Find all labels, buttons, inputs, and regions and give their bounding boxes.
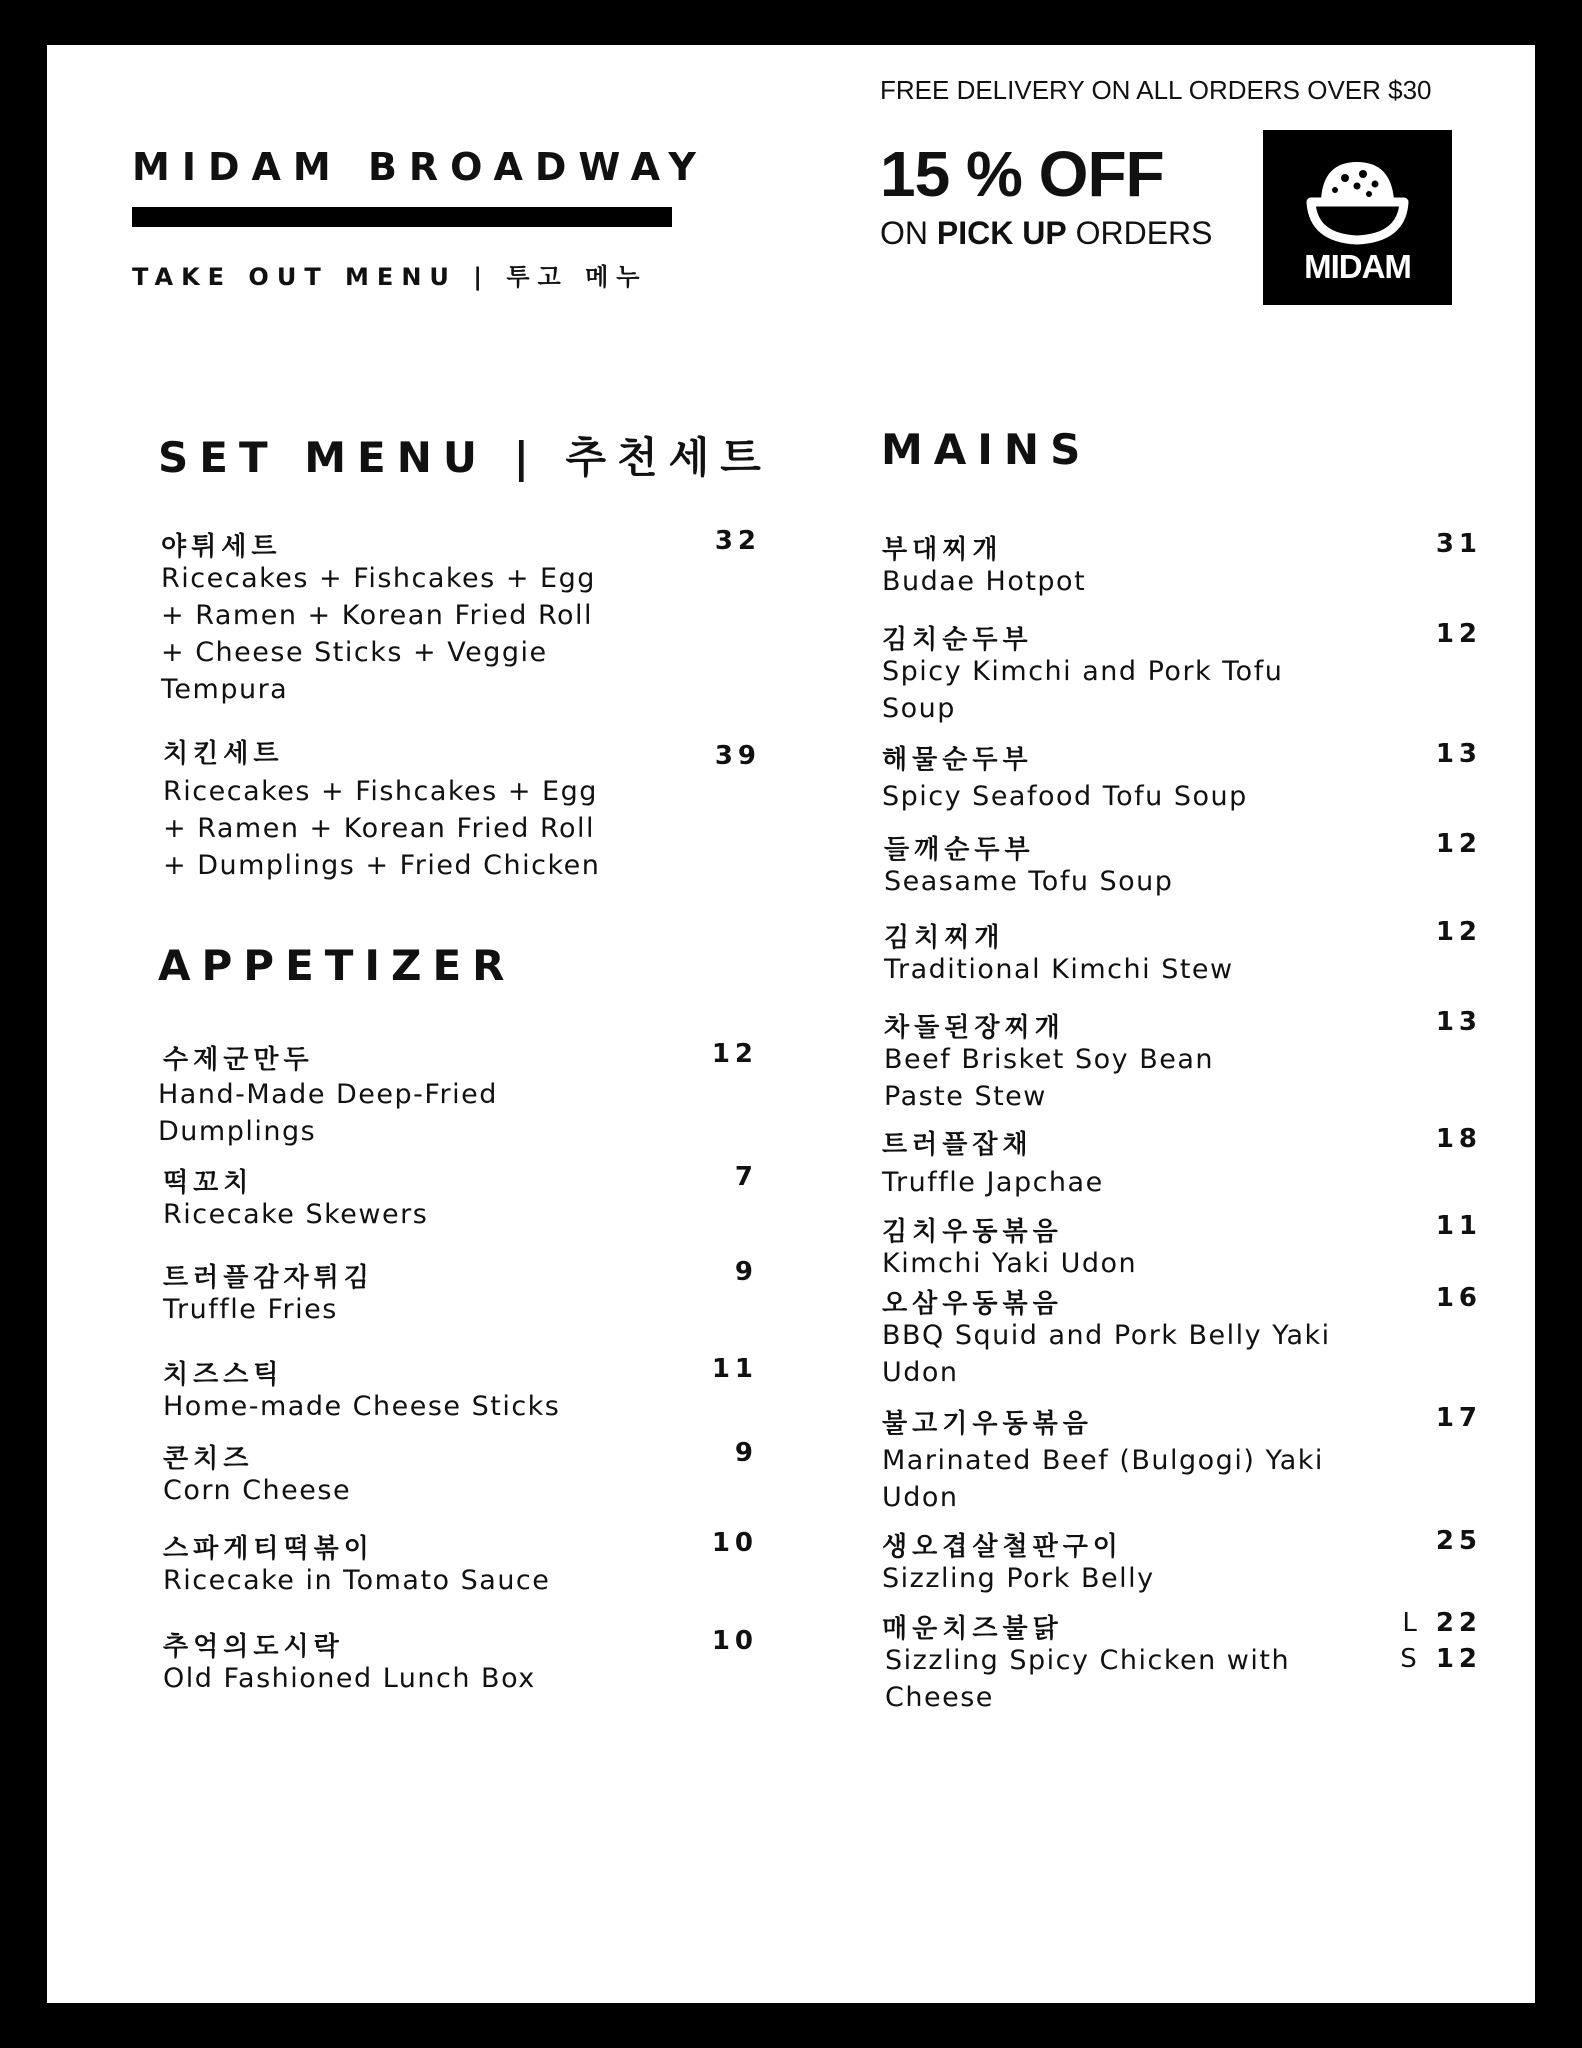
item-price: 10 [711, 1626, 758, 1656]
item-price-large [1402, 1608, 1482, 1638]
item-name-kr: 수제군만두 [163, 1045, 314, 1075]
item-price: 11 [1435, 1211, 1482, 1241]
item-name-en: Ricecake in Tomato Sauce [163, 1565, 551, 1596]
title-underline-bar [132, 207, 672, 227]
item-price: 10 [711, 1528, 758, 1558]
item-price: 9 [734, 1438, 758, 1468]
item-price: 12 [1435, 619, 1482, 649]
delivery-note: FREE DELIVERY ON ALL ORDERS OVER $30 [880, 75, 1432, 105]
discount-headline: 15 % OFF [880, 138, 1164, 210]
price-small: 12 [1435, 1644, 1482, 1674]
item-name-kr: 들깨순두부 [884, 835, 1035, 865]
item-name-en: Corn Cheese [163, 1475, 352, 1506]
item-name-kr: 스파게티떡볶이 [163, 1534, 374, 1564]
item-name-kr: 야튀세트 [161, 532, 282, 562]
item-price: 12 [1435, 917, 1482, 947]
item-name-kr: 차돌된장찌개 [884, 1013, 1065, 1043]
item-name-en: Truffle Fries [163, 1294, 338, 1325]
midam-logo [1263, 130, 1452, 305]
item-name-kr: 불고기우동볶음 [882, 1409, 1093, 1439]
item-name-kr: 추억의도시락 [163, 1632, 344, 1662]
item-price: 7 [734, 1162, 758, 1192]
pickup-note [880, 215, 1212, 252]
item-name-en: Home-made Cheese Sticks [163, 1391, 561, 1422]
item-name-kr: 김치우동볶음 [882, 1217, 1063, 1247]
item-name-en: Ricecakes + Fishcakes + Egg + Ramen + Korean Fried Roll + Dumplings + Fried Chicken [163, 776, 601, 881]
item-name-en: Truffle Japchae [882, 1167, 1104, 1198]
item-name-en: Traditional Kimchi Stew [884, 954, 1234, 985]
item-name-en: Sizzling Pork Belly [882, 1563, 1155, 1594]
item-name-kr: 트러플감자튀김 [163, 1263, 374, 1293]
item-name-kr: 콘치즈 [163, 1444, 254, 1474]
item-name-en: Budae Hotpot [882, 566, 1087, 597]
set-menu-title: SET MENU | 추천세트 [158, 433, 772, 482]
pickup-pre: ON [880, 215, 928, 251]
item-name-kr: 트러플잡채 [882, 1130, 1033, 1160]
item-price: 17 [1435, 1403, 1482, 1433]
item-name-en: Spicy Seafood Tofu Soup [882, 781, 1248, 812]
mains-title: MAINS [881, 425, 1092, 474]
size-label-small: S [1400, 1644, 1422, 1674]
item-name-en: Hand-Made Deep-Fried Dumplings [158, 1079, 498, 1147]
item-name-en: Beef Brisket Soy Bean Paste Stew [884, 1044, 1214, 1112]
item-name-kr: 떡꼬치 [163, 1168, 254, 1198]
item-price: 11 [711, 1354, 758, 1384]
item-name-en: Ricecakes + Fishcakes + Egg + Ramen + Korean Fried Roll + Cheese Sticks + Veggie Tempura [161, 563, 596, 705]
item-name-kr: 김치순두부 [882, 625, 1033, 655]
restaurant-name: MIDAM BROADWAY [132, 145, 708, 189]
item-name-en: Marinated Beef (Bulgogi) Yaki Udon [882, 1445, 1324, 1513]
appetizer-title: APPETIZER [158, 941, 516, 990]
item-price: 32 [714, 526, 761, 556]
item-name-kr: 부대찌개 [882, 535, 1003, 565]
item-price: 12 [1435, 829, 1482, 859]
logo-text: MIDAM [1304, 248, 1411, 285]
item-name-en: Kimchi Yaki Udon [882, 1248, 1138, 1279]
price-large: 22 [1435, 1608, 1482, 1638]
item-name-kr: 오삼우동볶음 [882, 1289, 1063, 1319]
pickup-post: ORDERS [1075, 215, 1213, 251]
item-price: 18 [1435, 1124, 1482, 1154]
menu-subtitle: TAKE OUT MENU | 투고 메누 [132, 263, 648, 291]
item-price: 16 [1435, 1283, 1482, 1313]
item-price: 25 [1435, 1526, 1482, 1556]
item-price: 9 [734, 1257, 758, 1287]
item-name-en: BBQ Squid and Pork Belly Yaki Udon [882, 1320, 1331, 1388]
item-name-kr: 치킨세트 [163, 739, 284, 769]
menu-page [47, 45, 1535, 2003]
item-name-kr: 매운치즈불닭 [882, 1614, 1063, 1644]
item-name-en: Seasame Tofu Soup [884, 866, 1174, 897]
pickup-bold: PICK UP [936, 215, 1067, 251]
item-price: 13 [1435, 1007, 1482, 1037]
item-name-kr: 치즈스틱 [163, 1360, 284, 1390]
item-price-small [1400, 1644, 1482, 1674]
item-price: 31 [1435, 529, 1482, 559]
item-name-en: Ricecake Skewers [163, 1199, 429, 1230]
item-name-kr: 생오겹살철판구이 [882, 1532, 1123, 1562]
item-price: 39 [714, 741, 761, 771]
item-price: 12 [711, 1039, 758, 1069]
item-name-en: Old Fashioned Lunch Box [163, 1663, 536, 1694]
item-price: 13 [1435, 739, 1482, 769]
item-name-kr: 해물순두부 [882, 745, 1033, 775]
item-name-kr: 김치찌개 [884, 923, 1005, 953]
rice-bowl-icon [1305, 152, 1410, 247]
item-name-en: Spicy Kimchi and Pork Tofu Soup [882, 656, 1284, 724]
size-label-large: L [1402, 1608, 1422, 1638]
item-name-en: Sizzling Spicy Chicken with Cheese [885, 1645, 1291, 1713]
